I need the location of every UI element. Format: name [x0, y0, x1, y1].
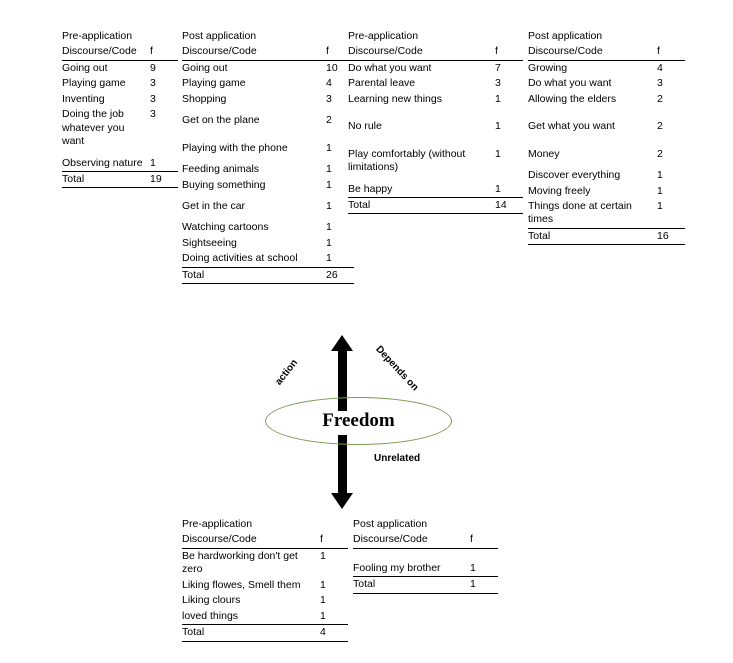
table-row [62, 156, 178, 172]
frequency-cell: 3 [150, 77, 156, 90]
group-header: Post application [528, 30, 603, 42]
freedom-diagram [250, 335, 500, 515]
table-post-application-depends-on [528, 30, 685, 245]
column-header-code: Discourse/Code [348, 44, 495, 60]
freedom-node [265, 397, 452, 445]
code-cell: Fooling my brother [353, 561, 441, 574]
code-cell: Allowing the elders [528, 92, 617, 105]
total-frequency: 26 [326, 267, 354, 283]
frequency-cell: 1 [320, 594, 326, 607]
table-row [182, 92, 354, 107]
column-header-frequency: f [470, 532, 498, 548]
code-cell: Inventing [62, 92, 105, 105]
code-cell: Shopping [182, 92, 227, 105]
table-pre-application-action [62, 30, 178, 188]
total-frequency: 19 [150, 171, 178, 187]
column-header-code: Discourse/Code [182, 44, 326, 60]
frequency-cell: 10 [326, 61, 338, 74]
code-cell: Feeding animals [182, 163, 260, 176]
frequency-cell: 2 [657, 120, 663, 133]
code-cell: Be hardworking don't get zero [182, 549, 298, 576]
table-row [528, 199, 685, 228]
total-frequency: 4 [320, 625, 348, 641]
frequency-cell: 1 [326, 221, 332, 234]
code-cell: Doing the job whatever you want [62, 108, 125, 148]
table-row [348, 60, 523, 76]
branch-label-action: action [273, 357, 301, 388]
frequency-cell: 1 [326, 252, 332, 265]
frequency-cell: 1 [320, 549, 326, 562]
table-row [182, 141, 354, 156]
branch-label-unrelated: Unrelated [374, 453, 421, 464]
table-header-row [62, 44, 178, 60]
table-row [182, 251, 354, 267]
total-frequency: 1 [470, 577, 498, 593]
frequency-cell: 3 [326, 92, 332, 105]
code-cell: Watching cartoons [182, 221, 269, 234]
total-label: Total [62, 171, 150, 187]
total-frequency: 16 [657, 228, 685, 244]
frequency-cell: 1 [495, 182, 501, 195]
code-cell: Parental leave [348, 77, 416, 90]
total-label: Total [182, 625, 320, 641]
code-cell: Do what you want [528, 77, 612, 90]
table-post-application-action [182, 30, 354, 284]
table-row [62, 107, 178, 149]
table-row [528, 184, 685, 199]
code-cell: Observing nature [62, 156, 143, 169]
code-cell: Do what you want [348, 61, 432, 74]
total-frequency: 14 [495, 197, 523, 213]
table-row [348, 76, 523, 91]
frequency-cell: 3 [495, 77, 501, 90]
frequency-cell: 1 [320, 578, 326, 591]
table-post-application-unrelated [353, 518, 498, 594]
frequency-cell: 3 [150, 108, 156, 121]
column-header-frequency: f [326, 44, 354, 60]
group-header: Post application [353, 518, 428, 530]
column-header-code: Discourse/Code [353, 532, 470, 548]
group-header: Post application [182, 30, 257, 42]
table-row [528, 168, 685, 183]
table-row [62, 60, 178, 76]
table-row [348, 147, 523, 176]
table-row [182, 76, 354, 91]
table-row [182, 113, 354, 128]
table-row [528, 119, 685, 134]
code-cell: Liking clours [182, 594, 241, 607]
frequency-cell: 3 [150, 92, 156, 105]
code-cell: Discover everything [528, 169, 621, 182]
table-header-row [348, 44, 523, 60]
code-cell: Playing game [182, 77, 246, 90]
frequency-cell: 2 [657, 92, 663, 105]
arrow-head-down-icon [331, 493, 353, 509]
column-header-code: Discourse/Code [528, 44, 657, 60]
frequency-table [348, 44, 523, 214]
table-row [353, 561, 498, 577]
table-row [182, 548, 348, 577]
table-row [182, 220, 354, 235]
table-row [528, 92, 685, 107]
code-cell: No rule [348, 120, 382, 133]
table-row [182, 178, 354, 193]
table-header-row [528, 44, 685, 60]
code-cell: Buying something [182, 178, 266, 191]
arrow-head-up-icon [331, 335, 353, 351]
table-row [182, 199, 354, 214]
table-row [528, 60, 685, 76]
table-header-row [182, 532, 348, 548]
frequency-cell: 4 [657, 61, 663, 74]
table-row [62, 92, 178, 107]
table-row [348, 182, 523, 198]
table-total-row [182, 625, 348, 641]
column-header-code: Discourse/Code [62, 44, 150, 60]
frequency-cell: 1 [657, 169, 663, 182]
code-cell: Get what you want [528, 120, 615, 133]
frequency-cell: 1 [150, 156, 156, 169]
frequency-cell: 1 [470, 561, 476, 574]
frequency-cell: 1 [495, 120, 501, 133]
column-header-frequency: f [495, 44, 523, 60]
frequency-cell: 1 [326, 141, 332, 154]
column-header-frequency: f [320, 532, 348, 548]
table-row [182, 162, 354, 177]
table-row [348, 119, 523, 134]
frequency-cell: 1 [326, 178, 332, 191]
code-cell: Doing activities at school [182, 252, 298, 265]
code-cell: Liking flowes, Smell them [182, 578, 301, 591]
frequency-cell: 1 [657, 199, 663, 212]
frequency-cell: 1 [495, 92, 501, 105]
total-label: Total [353, 577, 470, 593]
table-total-row [182, 267, 354, 283]
code-cell: Get in the car [182, 199, 246, 212]
table-row [182, 236, 354, 251]
table-row [528, 147, 685, 162]
code-cell: Learning new things [348, 92, 442, 105]
table-row [62, 76, 178, 91]
code-cell: loved things [182, 609, 239, 622]
column-header-frequency: f [150, 44, 178, 60]
table-row [182, 593, 348, 608]
table-total-row [348, 197, 523, 213]
frequency-table [62, 44, 178, 188]
frequency-cell: 2 [326, 114, 332, 127]
frequency-cell: 1 [326, 236, 332, 249]
code-cell: Be happy [348, 182, 393, 195]
total-label: Total [528, 228, 657, 244]
table-row [528, 76, 685, 91]
frequency-cell: 1 [495, 147, 501, 160]
table-pre-application-depends-on [348, 30, 523, 214]
total-label: Total [348, 197, 495, 213]
frequency-cell: 4 [326, 77, 332, 90]
frequency-cell: 1 [657, 184, 663, 197]
table-total-row [353, 577, 498, 593]
frequency-cell: 9 [150, 61, 156, 74]
frequency-cell: 1 [326, 163, 332, 176]
code-cell: Playing with the phone [182, 141, 288, 154]
table-row [182, 609, 348, 625]
column-header-code: Discourse/Code [182, 532, 320, 548]
frequency-cell: 3 [657, 77, 663, 90]
branch-label-depends-on: Depends on [373, 343, 421, 394]
code-cell: Going out [182, 61, 228, 74]
frequency-cell: 1 [320, 609, 326, 622]
code-cell: Money [528, 147, 560, 160]
group-header: Pre-application [348, 30, 419, 42]
group-header: Pre-application [182, 518, 253, 530]
table-header-row [182, 44, 354, 60]
table-header-row [353, 532, 498, 548]
freedom-label: Freedom [322, 410, 395, 431]
table-total-row [62, 171, 178, 187]
table-pre-application-unrelated [182, 518, 348, 642]
frequency-cell: 1 [326, 199, 332, 212]
table-row [182, 60, 354, 76]
group-header: Pre-application [62, 30, 133, 42]
table-row [182, 578, 348, 593]
frequency-table [182, 44, 354, 284]
code-cell: Playing game [62, 77, 126, 90]
code-cell: Get on the plane [182, 114, 260, 127]
table-total-row [528, 228, 685, 244]
code-cell: Going out [62, 61, 108, 74]
code-cell: Play comfortably (without limitations) [348, 147, 466, 174]
frequency-table [528, 44, 685, 245]
code-cell: Things done at certain times [528, 199, 632, 226]
code-cell: Sightseeing [182, 236, 237, 249]
frequency-table [353, 532, 498, 593]
frequency-cell: 2 [657, 147, 663, 160]
frequency-cell: 7 [495, 61, 501, 74]
code-cell: Growing [528, 61, 568, 74]
code-cell: Moving freely [528, 184, 591, 197]
table-row [348, 92, 523, 107]
column-header-frequency: f [657, 44, 685, 60]
frequency-table [182, 532, 348, 641]
total-label: Total [182, 267, 326, 283]
